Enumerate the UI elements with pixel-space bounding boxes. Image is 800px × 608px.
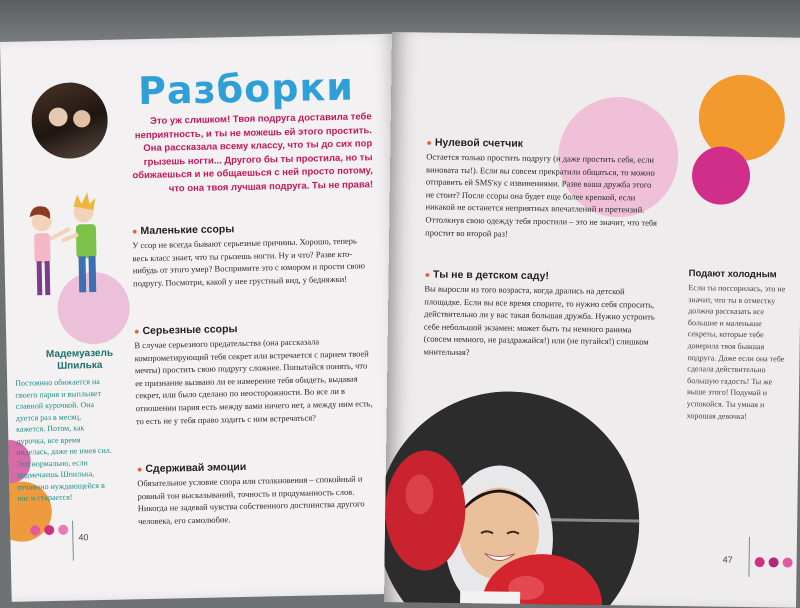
girls-photo [31,82,109,160]
section-heading: ● Серьезные ссоры [134,320,374,337]
sidebar-text: Постоянно обижается на своего парня и выплывет славной курочкой. Она дуется раз в месяц, кажется. Потом, как дурочка, все время виделась, даже не имея сил. Это нормально, если подмечаешь Шпилька, отчаянно нуждающейся в нас и старается! [15,376,112,503]
page-divider-line [748,537,750,577]
boxer-girl-photo [384,390,641,608]
intro-text: Это уж слишком! Твоя подруга доставила тебе неприятность, и ты не можешь ей этого простить. Она рассказала всему классу, что ты до сих пор грызешь ногти... Другого бы ты простила, но ты обижаешься и не общаешься с ней просто потому, что она твоя лучшая подруга. Ты не права! [132,111,374,194]
decor-circle-magenta [692,146,751,205]
kids-illustration [17,190,120,322]
sidebar-title: Подают холодным [688,268,777,281]
sidebar-text: Если ты поссорилась, это не значит, что ты в отместку должна рассказать все большие и маленькие секреты, которые тебе доверила твоя бывшая подруга. Даже если она тебе сделала действительно большую гадость! Ты же выше этого! Подумай и успокойся. Ты умная и хорошая девочка! [686,283,786,421]
decor-dot [783,558,793,568]
section-small-quarrels [132,220,373,289]
section-heading: ● Маленькие ссоры [132,220,372,237]
left-page [0,34,412,602]
section-zero-counter [425,136,658,241]
section-restrain-emotions [137,458,378,527]
right-page [384,32,800,608]
section-text: Остается только простить подругу (и даже простить себя, если виновата ты!). Если вы совсем прекратили общаться, то можно отправить ей SMS'ку с извинениями. Разве ваша дружба этого не стоит? После ссоры она будет еще более крепкой, если никакой не останется неприятных впечатлений и претензий. Оттолкнув свою одежду тебя простили – это не значит, что тебя простит во второй раз! [425,151,658,239]
page-number: 40 [78,532,89,543]
page-title: Разборки [137,64,355,114]
section-heading: ● Сдерживай эмоции [137,458,377,475]
section-not-kindergarten [423,268,656,361]
page-number: 47 [722,554,733,565]
page-divider-line [72,521,74,561]
decor-dot [769,557,779,567]
decor-dot [755,557,765,567]
section-text: Вы выросли из того возраста, когда дрались на детской площадке. Если вы все время спорите, то нужно себя спросить, действительно ли у вас такая большая дружба. Нужно устроить себе небольшой экзамен: может быть ты немного ранима (совсем немного, не раздражайся!) или (не пугайся!) слишком мнительная? [423,283,655,358]
sidebar-title: Мадемуазель Шпилька [45,347,114,372]
section-serious-quarrels [134,320,376,427]
decor-dot [44,525,54,535]
section-text: Обязательное условие спора или столкновения – спокойный и ровный тон высказываний, точность и продуманность слов. Никогда не задевай чувства собственного достоинства другого человека, его самолюбие. [137,473,365,526]
decor-dot [58,525,68,535]
section-text: У ссор не всегда бывают серьезные причины. Хорошо, теперь весь класс знает, что ты грызешь ногти. Ну и что? Разве кто-нибудь от этого умер? Воспримите это с юмором и прости свою подругу. Посмотри, какой у нее грустный вид, у бедняжки! [132,235,366,289]
section-heading: ● Нулевой счетчик [426,136,658,151]
section-heading: ● Ты не в детском саду! [425,268,657,283]
section-text: В случае серьезного предательства (она рассказала компрометирующий тебя секрет или встречается с парнем твоей мечты) простить свою подругу сложнее. Попытайся понять, что ее признание вызвано ли ее намерение тебя обидеть, выдавая секрет, или было сделано по неосторожности. Во все ли в отношении парня есть между вами ничего нет, а между ним есть, то есть не у тебя право ходить с ним встречаться? [134,336,373,426]
